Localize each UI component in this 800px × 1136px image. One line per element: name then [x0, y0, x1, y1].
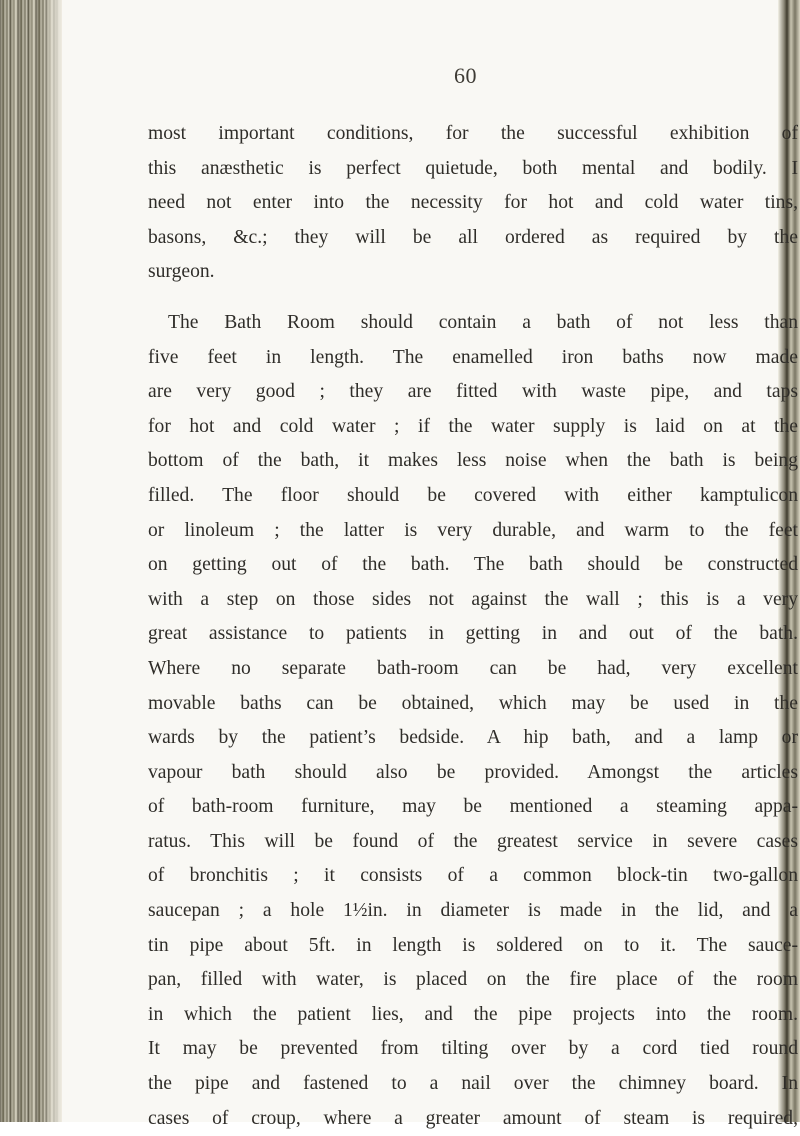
text-line: bottom of the bath, it makes less noise when the bath is being: [148, 450, 798, 472]
paragraph-spacer: [148, 290, 798, 306]
text-line: the pipe and fastened to a nail over the chimney board. In: [148, 1073, 798, 1095]
text-line: on getting out of the bath. The bath should be constructed: [148, 554, 798, 576]
text-line: tin pipe about 5ft. in length is soldered on to it. The sauce-: [148, 934, 798, 956]
page-number: 60: [454, 63, 477, 88]
text-line: cases of croup, where a greater amount of steam is required,: [148, 1107, 798, 1129]
text-line: five feet in length. The enamelled iron baths now made: [148, 346, 798, 368]
text-line: Where no separate bath-room can be had, very excellent: [148, 657, 798, 679]
text-line: or linoleum ; the latter is very durable, and warm to the feet: [148, 519, 798, 541]
text-line: great assistance to patients in getting in and out of the bath.: [148, 623, 798, 645]
text-line: saucepan ; a hole 1½in. in diameter is made in the lid, and a: [148, 900, 798, 922]
paragraph: [148, 306, 798, 1136]
text-line: in which the patient lies, and the pipe projects into the room.: [148, 1003, 798, 1025]
text-line: ratus. This will be found of the greatest service in severe cases: [148, 830, 798, 852]
text-line: with a step on those sides not against the wall ; this is a very: [148, 588, 798, 610]
text-line: The Bath Room should contain a bath of not less than: [168, 311, 798, 333]
text-line: for hot and cold water ; if the water supply is laid on at the: [148, 415, 798, 437]
text-line: basons, &c.; they will be all ordered as required by the: [148, 226, 798, 248]
text-line: vapour bath should also be provided. Amongst the articles: [148, 761, 798, 783]
text-line: filled. The floor should be covered with either kamptulicon: [148, 484, 798, 506]
text-line: this anæsthetic is perfect quietude, both mental and bodily. I: [148, 157, 798, 179]
book-binding-gutter: [0, 0, 62, 1122]
text-line: movable baths can be obtained, which may be used in the: [148, 692, 798, 714]
text-line: of bronchitis ; it consists of a common block-tin two-gallon: [148, 865, 798, 887]
text-line: most important conditions, for the successful exhibition of: [148, 123, 798, 144]
book-page: [62, 0, 798, 1129]
text-line: are very good ; they are fitted with waste pipe, and taps: [148, 381, 798, 403]
text-line: pan, filled with water, is placed on the fire place of the room: [148, 969, 798, 991]
body-text: [148, 117, 798, 1136]
text-line: wards by the patient’s bedside. A hip bath, and a lamp or: [148, 727, 798, 749]
text-line: of bath-room furniture, may be mentioned a steaming appa-: [148, 796, 798, 818]
text-line: surgeon.: [148, 261, 215, 283]
text-line: need not enter into the necessity for hot and cold water tins,: [148, 192, 798, 214]
text-line: It may be prevented from tilting over by a cord tied round: [148, 1038, 798, 1060]
paragraph: [148, 117, 798, 290]
